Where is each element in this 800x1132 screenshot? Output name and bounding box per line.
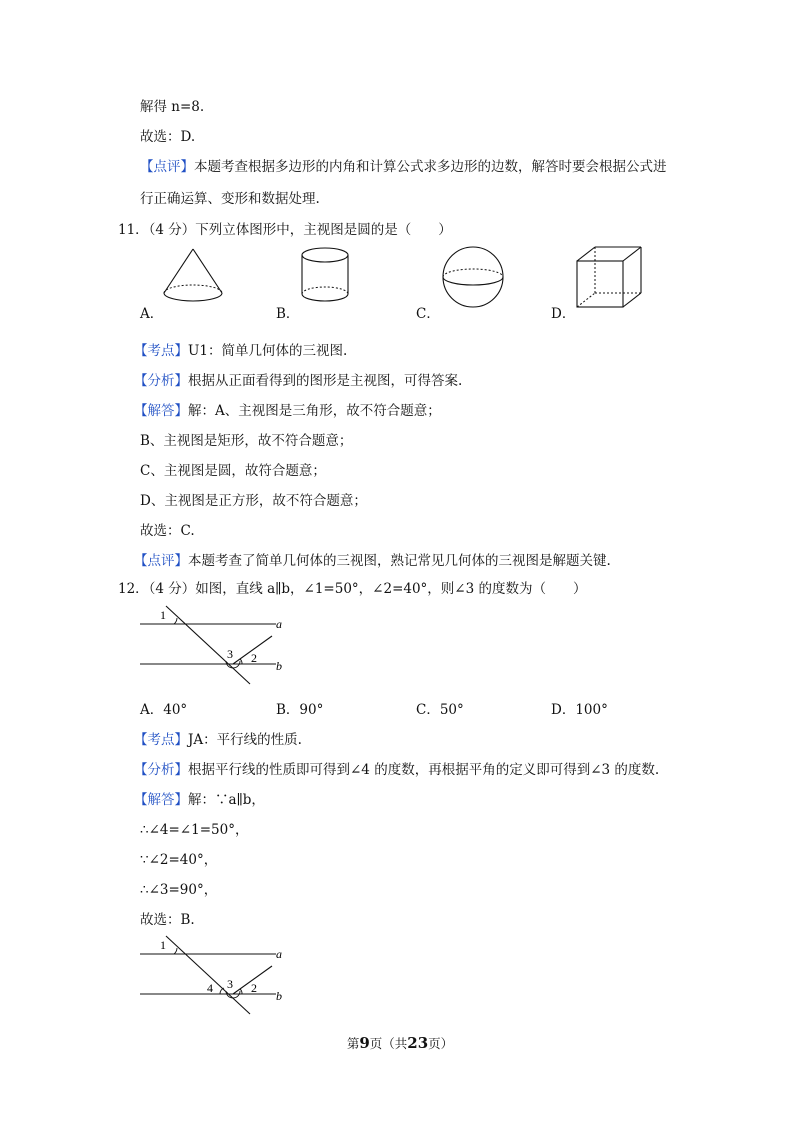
option-c: C．50° bbox=[416, 702, 464, 718]
footer-prefix: 第 bbox=[346, 1036, 360, 1051]
parallel-lines-figure-solution bbox=[138, 930, 288, 1016]
option-b: B．90° bbox=[276, 702, 324, 718]
kaodian-line bbox=[134, 730, 302, 750]
fenxi-text: 根据从正面看得到的图形是主视图，可得答案. bbox=[188, 373, 463, 389]
jieda-line bbox=[134, 401, 441, 421]
dianping-tag: 【点评】 bbox=[134, 553, 188, 569]
comment-tag: 【点评】 bbox=[140, 159, 194, 175]
total-pages: 23 bbox=[407, 1034, 429, 1052]
kaodian-text: U1：简单几何体的三视图. bbox=[188, 343, 348, 359]
jieda-tag: 【解答】 bbox=[134, 403, 188, 419]
jieda-line-3: ∵∠2=40°， bbox=[140, 852, 218, 868]
jieda-tag: 【解答】 bbox=[134, 792, 188, 808]
jieda-text: 解：∵a∥b， bbox=[188, 792, 265, 808]
fenxi-text: 根据平行线的性质即可得到∠4 的度数，再根据平角的定义即可得到∠3 的度数. bbox=[188, 762, 660, 778]
cube-figure bbox=[573, 245, 645, 309]
kaodian-tag: 【考点】 bbox=[134, 732, 188, 748]
option-c: C． bbox=[416, 306, 440, 322]
jieda-line-3: C、主视图是圆，故符合题意； bbox=[140, 463, 326, 479]
footer-middle: 页（共 bbox=[369, 1036, 408, 1051]
parallel-lines-figure bbox=[138, 604, 288, 688]
fenxi-tag: 【分析】 bbox=[134, 373, 188, 389]
dianping-text: 本题考查了简单几何体的三视图，熟记常见几何体的三视图是解题关键. bbox=[188, 553, 611, 569]
fenxi-tag: 【分析】 bbox=[134, 762, 188, 778]
angle-label-4: 4 bbox=[207, 981, 213, 995]
jieda-line-2: ∴∠4=∠1=50°， bbox=[140, 822, 249, 838]
solution-line: 解得 n=8. bbox=[140, 99, 205, 115]
jieda-line bbox=[134, 790, 265, 810]
comment-line-2: 行正确运算、变形和数据处理. bbox=[140, 191, 320, 207]
page-number: 9 bbox=[359, 1034, 370, 1052]
option-d: D．100° bbox=[551, 702, 608, 718]
fenxi-line bbox=[134, 760, 659, 780]
line-label-a: a bbox=[276, 617, 282, 631]
line-label-a: a bbox=[276, 947, 282, 961]
angle-label-2: 2 bbox=[251, 651, 257, 665]
line-label-b: b bbox=[276, 659, 282, 673]
question-12-stem: 12．（4 分）如图，直线 a∥b，∠1=50°，∠2=40°，则∠3 的度数为（ ） bbox=[118, 581, 587, 597]
fenxi-line bbox=[134, 371, 462, 391]
answer-line: 故选：D. bbox=[140, 129, 196, 145]
angle-label-1: 1 bbox=[160, 938, 166, 952]
comment-line bbox=[140, 157, 667, 177]
angle-label-2: 2 bbox=[251, 981, 257, 995]
page-footer bbox=[0, 1034, 800, 1052]
kaodian-tag: 【考点】 bbox=[134, 343, 188, 359]
footer-suffix: 页） bbox=[428, 1036, 454, 1051]
comment-text: 本题考查根据多边形的内角和计算公式求多边形的边数，解答时要会根据公式进 bbox=[194, 159, 667, 175]
cone-figure bbox=[160, 245, 226, 307]
option-a: A．40° bbox=[140, 702, 188, 718]
sphere-figure bbox=[438, 246, 508, 308]
kaodian-line bbox=[134, 341, 347, 361]
option-b: B． bbox=[276, 306, 300, 322]
jieda-text: 解：A、主视图是三角形，故不符合题意； bbox=[188, 403, 441, 419]
angle-label-1: 1 bbox=[160, 608, 166, 622]
jieda-line-4: D、主视图是正方形，故不符合题意； bbox=[140, 493, 367, 509]
question-11-stem: 11．（4 分）下列立体图形中，主视图是圆的是（ ） bbox=[118, 222, 452, 238]
option-a: A． bbox=[140, 306, 164, 322]
angle-label-3: 3 bbox=[227, 647, 233, 661]
line-label-b: b bbox=[276, 989, 282, 1003]
jieda-line-2: B、主视图是矩形，故不符合题意； bbox=[140, 433, 353, 449]
dianping-line bbox=[134, 551, 611, 571]
angle-label-3: 3 bbox=[227, 977, 233, 991]
cylinder-figure bbox=[297, 245, 353, 307]
jieda-line-4: ∴∠3=90°， bbox=[140, 882, 218, 898]
jieda-line-5: 故选：C. bbox=[140, 523, 195, 539]
option-d: D． bbox=[551, 306, 576, 322]
kaodian-text: JA：平行线的性质. bbox=[188, 732, 302, 748]
jieda-line-5: 故选：B. bbox=[140, 912, 195, 928]
